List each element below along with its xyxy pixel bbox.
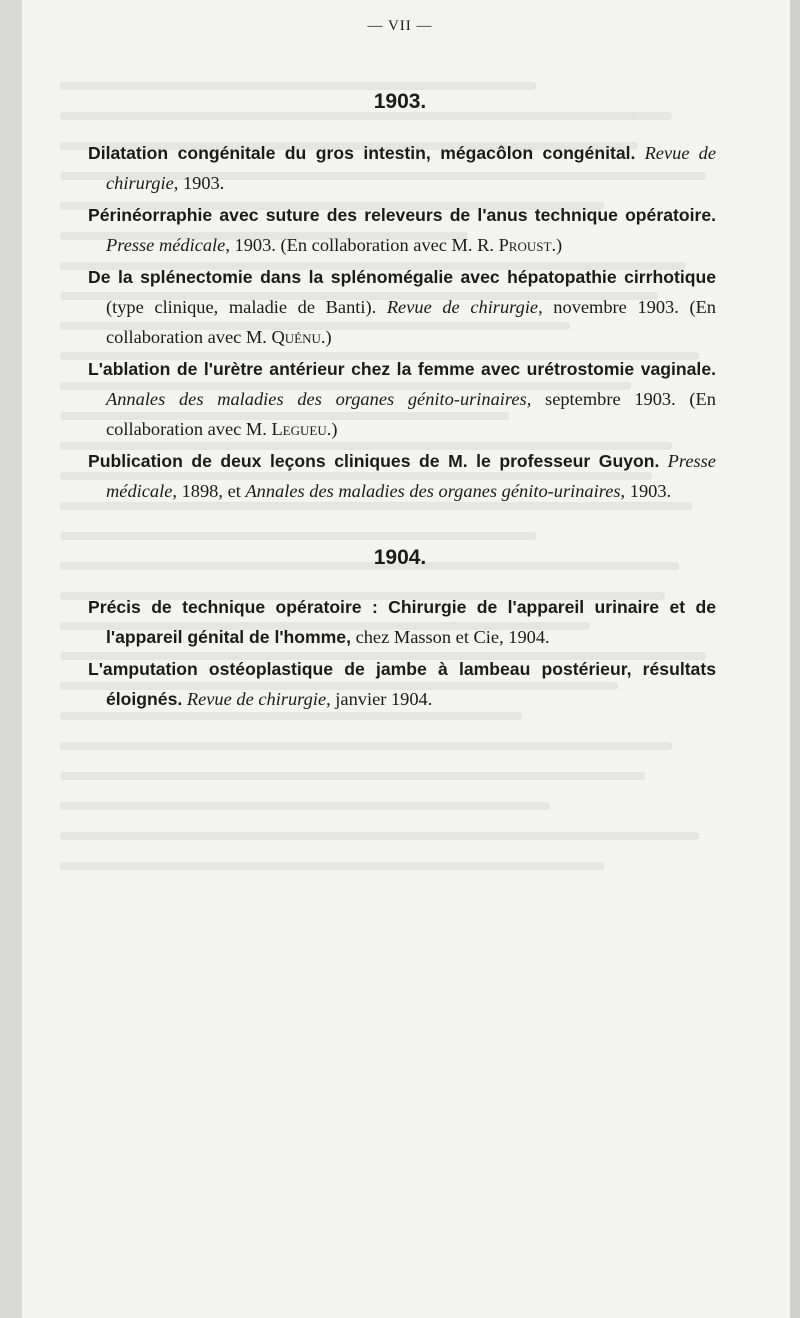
publication-details-end: , 1903. bbox=[620, 481, 672, 501]
publication-entry bbox=[88, 138, 716, 198]
journal-name: Presse médicale bbox=[106, 235, 226, 255]
section-year-1903: 1903. bbox=[373, 90, 427, 113]
journal-name: Revue de chirurgie bbox=[186, 689, 327, 709]
publication-entry bbox=[88, 592, 716, 652]
publication-title: Périnéorraphie avec suture des releveurs de l'anus technique opératoire. bbox=[88, 205, 716, 225]
journal-name: Revue de chirurgie bbox=[386, 297, 539, 317]
journal-name: Revue de chirurgie bbox=[106, 143, 716, 193]
collaborator-name: Proust bbox=[498, 235, 552, 255]
publication-title: De la splénectomie dans la splénomégalie avec hépatopathie cirrhotique bbox=[88, 267, 716, 287]
publication-details: chez Masson et Cie, 1904. bbox=[350, 627, 550, 647]
publication-details-end: .) bbox=[326, 419, 338, 439]
page-gutter bbox=[0, 0, 22, 1318]
collaborator-name: Quénu bbox=[271, 327, 321, 347]
publication-subtitle: (type clinique, maladie de Banti). bbox=[106, 297, 387, 317]
publication-entry bbox=[88, 446, 716, 506]
publication-details: , 1898, et bbox=[172, 481, 246, 501]
section-year-1904: 1904. bbox=[373, 546, 427, 569]
publication-entry bbox=[88, 262, 716, 352]
publication-title: Dilatation congénitale du gros intestin, mégacôlon congénital. bbox=[88, 143, 636, 163]
publication-list-1904 bbox=[88, 592, 716, 716]
journal-name: Presse médicale bbox=[106, 451, 716, 501]
publication-title: L'amputation ostéoplastique de jambe à lambeau postérieur, résultats éloignés. bbox=[88, 659, 716, 709]
journal-name-2: Annales des maladies des organes génito-urinaires bbox=[245, 481, 621, 501]
publication-details: , septembre 1903. (En collaboration avec M. bbox=[106, 389, 716, 439]
publication-details-end: .) bbox=[320, 327, 332, 347]
publication-details: , janvier 1904. bbox=[326, 689, 433, 709]
publication-entry bbox=[88, 654, 716, 714]
publication-title: L'ablation de l'urètre antérieur chez la femme avec urétrostomie vaginale. bbox=[88, 359, 716, 379]
publication-title: Précis de technique opératoire : Chirurgie de l'appareil urinaire et de l'appareil génital de l'homme, bbox=[88, 597, 716, 647]
page-number: — VII — bbox=[367, 18, 433, 34]
publication-details-end: .) bbox=[551, 235, 563, 255]
publication-details: , novembre 1903. (En collaboration avec M. bbox=[106, 297, 716, 347]
publication-entry bbox=[88, 200, 716, 260]
publication-details: , 1903. bbox=[173, 173, 225, 193]
publication-entry bbox=[88, 354, 716, 444]
publication-list-1903 bbox=[88, 138, 716, 508]
journal-name: Annales des maladies des organes génito-urinaires bbox=[106, 389, 527, 409]
publication-title: Publication de deux leçons cliniques de M. le professeur Guyon. bbox=[88, 451, 660, 471]
page-edge bbox=[790, 0, 800, 1318]
collaborator-name: Legueu bbox=[271, 419, 327, 439]
publication-details: , 1903. (En collaboration avec M. R. bbox=[225, 235, 499, 255]
